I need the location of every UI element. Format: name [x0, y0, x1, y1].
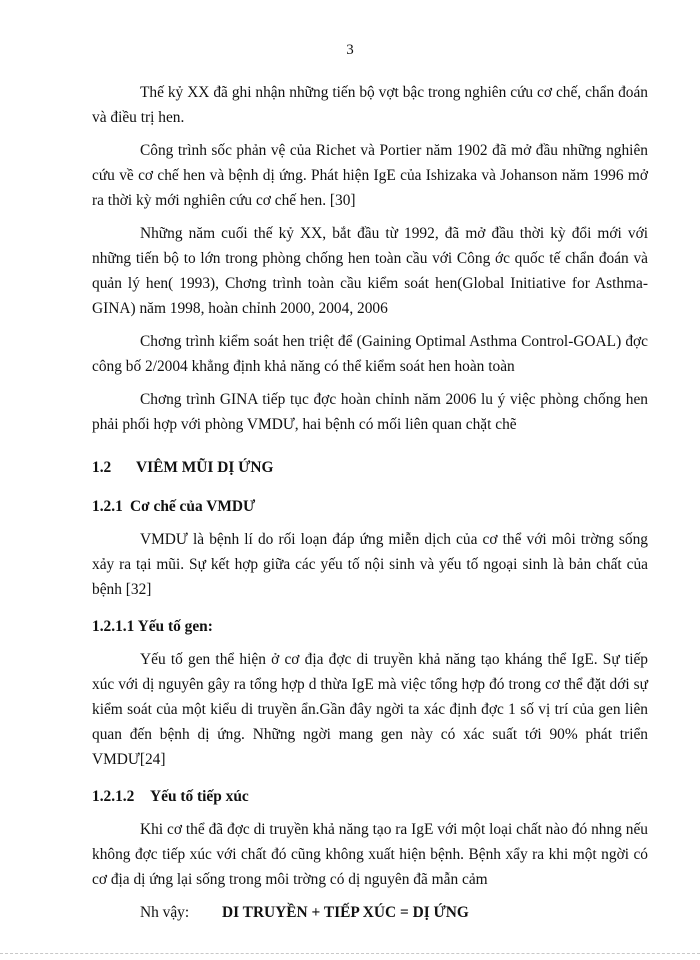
section-title: VIÊM MŨI DỊ ỨNG: [136, 459, 274, 476]
bottom-divider: [0, 953, 700, 954]
formula-lead: Nh vậy:: [140, 904, 190, 921]
mechanism-paragraph: VMDƯ là bệnh lí do rối loạn đáp ứng miễn dịch của cơ thể với môi trờng sống xảy ra tại mũi. Sự kết hợp giữa các yếu tố nội sinh và yếu tố ngoại sinh là bản chất của bệnh [32]: [92, 531, 648, 598]
section-heading-1-2: [92, 455, 648, 480]
section-number: 1.2.1.2: [92, 788, 135, 805]
section-title: Yếu tố gen:: [137, 618, 213, 635]
intro-paragraph-5: Chơng trình GINA tiếp tục đợc hoàn chỉnh năm 2006 lu ý việc phòng chống hen phải phối hợp với phòng VMDƯ, hai bệnh có mối liên quan chặt chẽ: [92, 391, 648, 433]
section-number: 1.2.1: [92, 498, 123, 515]
section-title: Cơ chế của VMDƯ: [130, 498, 256, 515]
intro-paragraph-3: Những năm cuối thế kỷ XX, bắt đầu từ 1992, đã mở đầu thời kỳ đổi mới với những tiến bộ to lớn trong phòng chống hen toàn cầu với Công ớc quốc tế chẩn đoán và quản lý hen( 1993), Chơng trình toàn cầu kiểm soát hen(Global Initiative for Asthma-GINA) năm 1998, hoàn chỉnh 2000, 2004, 2006: [92, 225, 648, 317]
section-heading-1-2-1: [92, 494, 648, 519]
page-number: 3: [346, 42, 354, 58]
section-number: 1.2.1.1: [92, 618, 135, 635]
gene-factor-paragraph: Yếu tố gen thể hiện ở cơ địa đợc di truyền khả năng tạo kháng thể IgE. Sự tiếp xúc với dị nguyên gây ra tổng hợp d thừa IgE mà việc tổng hợp đó trong cơ thể đặt dới sự kiểm soát của một kiểu di truyền ẩn.Gần đây ngời ta xác định đợc 1 số vị trí của gen liên quan đến bệnh dị ứng. Những ngời mang gen này có xác suất tới 90% phát triển VMDƯ[24]: [92, 651, 648, 768]
section-heading-1-2-1-1: [92, 614, 648, 639]
intro-paragraph-2: Công trình sốc phản vệ của Richet và Portier năm 1902 đã mở đầu những nghiên cứu về cơ chế hen và bệnh dị ứng. Phát hiện IgE của Ishizaka và Johanson năm 1996 mở ra thời kỳ mới nghiên cứu cơ chế hen. [30]: [92, 142, 648, 209]
allergy-formula: DI TRUYỀN + TIẾP XÚC = DỊ ỨNG: [222, 904, 469, 921]
page-content: [92, 80, 648, 925]
section-number: 1.2: [92, 459, 112, 476]
section-heading-1-2-1-2: [92, 784, 648, 809]
section-title: Yếu tố tiếp xúc: [150, 788, 249, 805]
intro-paragraph-1: Thế kỷ XX đã ghi nhận những tiến bộ vợt bậc trong nghiên cứu cơ chế, chẩn đoán và điều trị hen.: [92, 84, 648, 126]
formula-line: [92, 900, 648, 925]
contact-factor-paragraph: Khi cơ thể đã đợc di truyền khả năng tạo ra IgE với một loại chất nào đó nhng nếu không đợc tiếp xúc với chất đó cũng không xuất hiện bệnh. Bệnh xẩy ra khi một ngời có cơ địa dị ứng lại sống trong môi trờng có dị nguyên đã mẫn cảm: [92, 821, 648, 888]
intro-paragraph-4: Chơng trình kiểm soát hen triệt để (Gaining Optimal Asthma Control-GOAL) đợc công bố 2/2004 khẳng định khả năng có thể kiểm soát hen hoàn toàn: [92, 333, 648, 375]
